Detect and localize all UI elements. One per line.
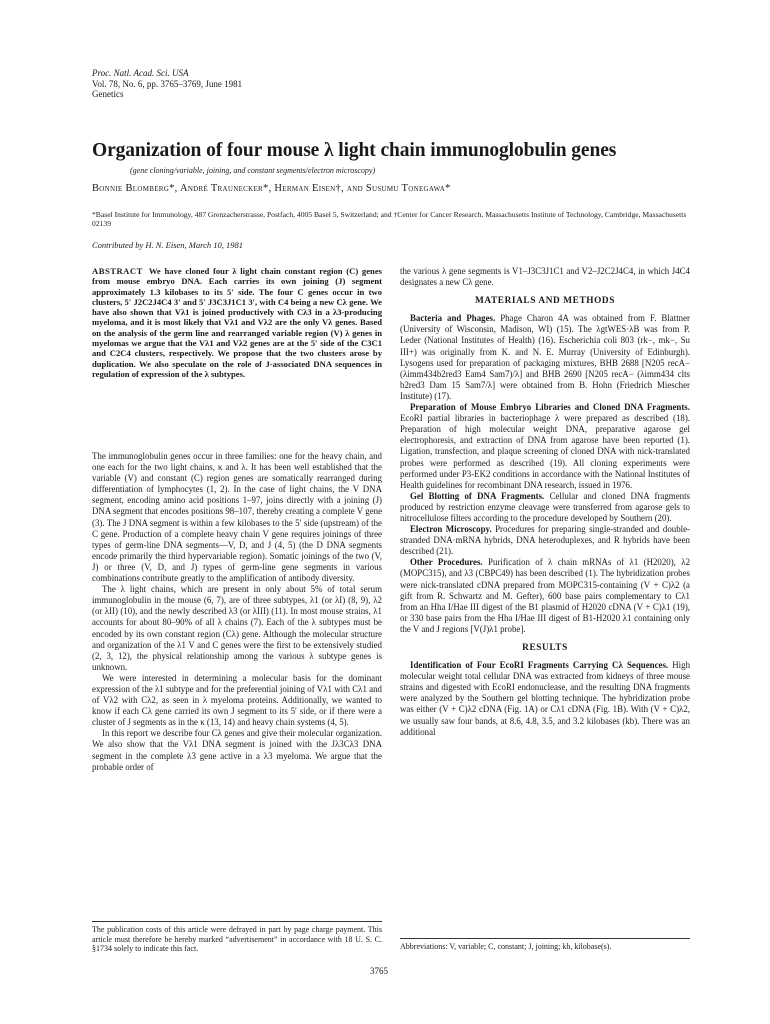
article-keywords: (gene cloning/variable, joining, and constant segments/electron microscopy) xyxy=(130,166,376,175)
intro-paragraph: We were interested in determining a molecular basis for the dominant expression of the λ1 subtype and for the preferential joining of Vλ1 with Cλ1 and of Vλ2 with Cλ2, as seen in λ myeloma proteins. Additionally, we wanted to know if each Cλ gene carried its own J segment to its 5′ side, or if there were a cluster of J segments as in the κ (13, 14) and heavy chain systems (4, 5). xyxy=(92,672,382,728)
paragraph-heading: Identification of Four EcoRI Fragments Carrying Cλ Sequences. xyxy=(410,660,669,671)
paragraph-heading: Electron Microscopy. xyxy=(410,524,492,535)
paragraph-text: Cellular and cloned DNA fragments produced by restriction enzyme cleavage were transferred from agarose gels to nitrocellulose filters according to the procedure developed by Southern (20). xyxy=(400,490,690,523)
article-title: Organization of four mouse λ light chain immunoglobulin genes xyxy=(92,140,617,161)
journal-section: Genetics xyxy=(92,89,124,99)
paragraph-text: Phage Charon 4A was obtained from F. Blattner (University of Wisconsin, Madison, WI) (15). The λgtWES·λB was from P. Leder (National Institutes of Health) (16). Escherichia coli 803 (rk−, mk−, Su III+) was originally from K. and N. E. Murray (University of Edinburgh). Lysogens used for preparation of packaging mixtures, BHB 2688 [N205 recA− (λimm434b2red3 Eam4 Sam7)/λ] and BHB 2690 [N205 recA− (λimm434 clts b2red3 Dam 15 Sam7/λ] were obtained from B. Hohn (Friedrich Miescher Institute) (17). xyxy=(400,313,690,401)
introduction xyxy=(92,451,382,773)
paragraph-text: Procedures for preparing single-stranded and double-stranded DNA·mRNA hybrids, DNA heteroduplexes, and R hybrids have been described (21). xyxy=(400,524,691,557)
abstract-text: We have cloned four λ light chain constant region (C) genes from mouse embryo DNA. Each carries its own joining (J) segment approximately 1.3 kilobases to its 5′ side. The four C genes occur in two clusters, 5′ J2C2J4C4 3′ and 5′ J3C3J1C1 3′, with C4 being a new Cλ gene. We have also shown that Vλ1 is joined productively with Cλ3 in a λ3-producing myeloma, and it is most likely that Vλ1 and Vλ2 are the only Vλ genes. Based on the analysis of the germ line and rearranged variable region (V) λ genes in myelomas we argue that the Vλ1 and Vλ2 genes are at the 5′ side of the C3C1 and C2C4 clusters, respectively. We propose that the two clusters arose by duplication. We also speculate on the role of J-associated DNA sequences in regulation of expression of the λ subtypes. xyxy=(92,266,382,379)
methods-paragraph xyxy=(400,402,690,491)
intro-paragraph: In this report we describe four Cλ genes and give their molecular organization. We also show that the Vλ1 DNA segment is joined with the Jλ3Cλ3 DNA segment in the complete λ3 gene active in a λ3 myeloma. We argue that the probable order of xyxy=(92,728,382,772)
paragraph-heading: Other Procedures. xyxy=(410,557,483,568)
right-column xyxy=(400,266,690,738)
contributed-by: Contributed by H. N. Eisen, March 10, 1981 xyxy=(92,240,244,250)
results-heading: RESULTS xyxy=(522,643,568,653)
publication-footnote: The publication costs of this article were defrayed in part by page charge payment. This article must therefore be hereby marked “advertisement” in accordance with 18 U. S. C. §1734 solely to indicate this fact. xyxy=(92,921,382,954)
paragraph-text: Purification of λ chain mRNAs of λ1 (H2020), λ2 (MOPC315), and λ3 (CBPC49) has been described (1). The hybridization probes were nick-translated cDNA prepared from MOPC315-containing (V + C)λ2 (a gift from R. Schwartz and M. Gefter), 600 base pairs complementary to Cλ1 from an Hha I/Hae III digest of the B1 plasmid of H2020 cDNA (V + C)λ1 (19), or 330 base pairs from the Hha I/Hae III digest of B1-H2020 λ1 containing only the V and J regions [V(J)λ1 probe]. xyxy=(400,557,691,634)
abbreviations-footnote: Abbreviations: V, variable; C, constant; J, joining; kb, kilobase(s). xyxy=(400,938,690,952)
paragraph-text: High molecular weight total cellular DNA was extracted from kidneys of three mouse strains and digested with EcoRI endonuclease, and the resulting DNA fragments were analyzed by the Southern gel blotting technique. The hybridization probe was either (V + C)λ2 cDNA (Fig. 1A) or Cλ1 cDNA (Fig. 1B). With (V + C)λ2, we usually saw four bands, at 8.6, 4.8, 3.5, and 3.2 kilobases (kb). There was an additional xyxy=(400,660,690,737)
methods-paragraph xyxy=(400,491,690,524)
intro-paragraph: The λ light chains, which are present in only about 5% of total serum immunoglobulin in the mouse (6, 7), are of three subtypes, λ1 (or λI) (8, 9), λ2 (or λII) (10), and the newly described λ3 (or λIII) (11). In most mouse strains, λ1 accounts for about 80–90% of all λ chains (7). Each of the λ subtypes must be encoded by its own constant region (Cλ) gene. Although the molecular structure and organization of the λ1 V and C genes were the first to be extensively studied (2, 3, 12), the physical relationship among the various λ subtype genes is unknown. xyxy=(92,584,382,672)
paragraph-heading: Gel Blotting of DNA Fragments. xyxy=(410,490,545,501)
journal-name: Proc. Natl. Acad. Sci. USA xyxy=(92,68,189,78)
intro-paragraph: The immunoglobulin genes occur in three families: one for the heavy chain, and one each for the two light chains, κ and λ. It has been well established that the variable (V) and constant (C) region genes are somatically rearranged during differentiation of lymphocytes (1, 2). In the case of light chains, the V DNA segment, encoding amino acid positions 1–97, joins directly with a joining (J) DNA segment that encodes positions 98–107, thereby creating a complete V gene (3). The J DNA segment is within a few kilobases to the 5′ side (upstream) of the C gene. Production of a complete heavy chain V gene requires joinings of three types of germ-line DNA segments—V, D, and J (4, 5) (the D DNA segments encode primarily the third hypervariable region). Somatic joinings of the two (V, J) or three (V, D, and J) types of germ-line gene segments in various combinations contribute greatly to the amplification of antibody diversity. xyxy=(92,451,383,584)
journal-volume: Vol. 78, No. 6, pp. 3765–3769, June 1981 xyxy=(92,78,243,89)
author-list: Bonnie Blomberg*, André Traunecker*, Herman Eisen†, and Susumu Tonegawa* xyxy=(92,183,451,194)
paragraph-heading: Bacteria and Phages. xyxy=(410,313,496,324)
methods-heading: MATERIALS AND METHODS xyxy=(474,296,616,307)
paragraph-text: EcoRI partial libraries in bacteriophage λ were prepared as described (18). Preparation of high molecular weight DNA, preparative agarose gel electrophoresis, and extraction of DNA from agarose have been reported (1). Ligation, transfection, and plaque screening of cloned DNA with nick-translated probes were performed as described (19). All cloning experiments were performed under P3-EK2 conditions in accordance with the National Institutes of Health guidelines for recombinant DNA research, issued in 1976. xyxy=(400,413,690,490)
intro-continuation: the various λ gene segments is V1–J3C3J1C1 and V2–J2C2J4C4, in which J4C4 designates a new Cλ gene. xyxy=(400,266,690,288)
abstract-label: ABSTRACT xyxy=(92,266,143,276)
page-number: 3765 xyxy=(370,966,388,976)
journal-header xyxy=(92,68,242,100)
methods-paragraph xyxy=(400,313,690,402)
methods-paragraph xyxy=(400,557,690,635)
results-paragraph xyxy=(400,660,690,738)
affiliations: *Basel Institute for Immunology, 487 Grenzacherstrasse, Postfach, 4005 Basel 5, Switzerland; and †Center for Cancer Research, Massachusetts Institute of Technology, Cambridge, Massachusetts 02139 xyxy=(92,210,687,228)
paragraph-heading: Preparation of Mouse Embryo Libraries and Cloned DNA Fragments. xyxy=(410,402,690,413)
methods-paragraph xyxy=(400,524,690,557)
abstract xyxy=(92,266,382,379)
